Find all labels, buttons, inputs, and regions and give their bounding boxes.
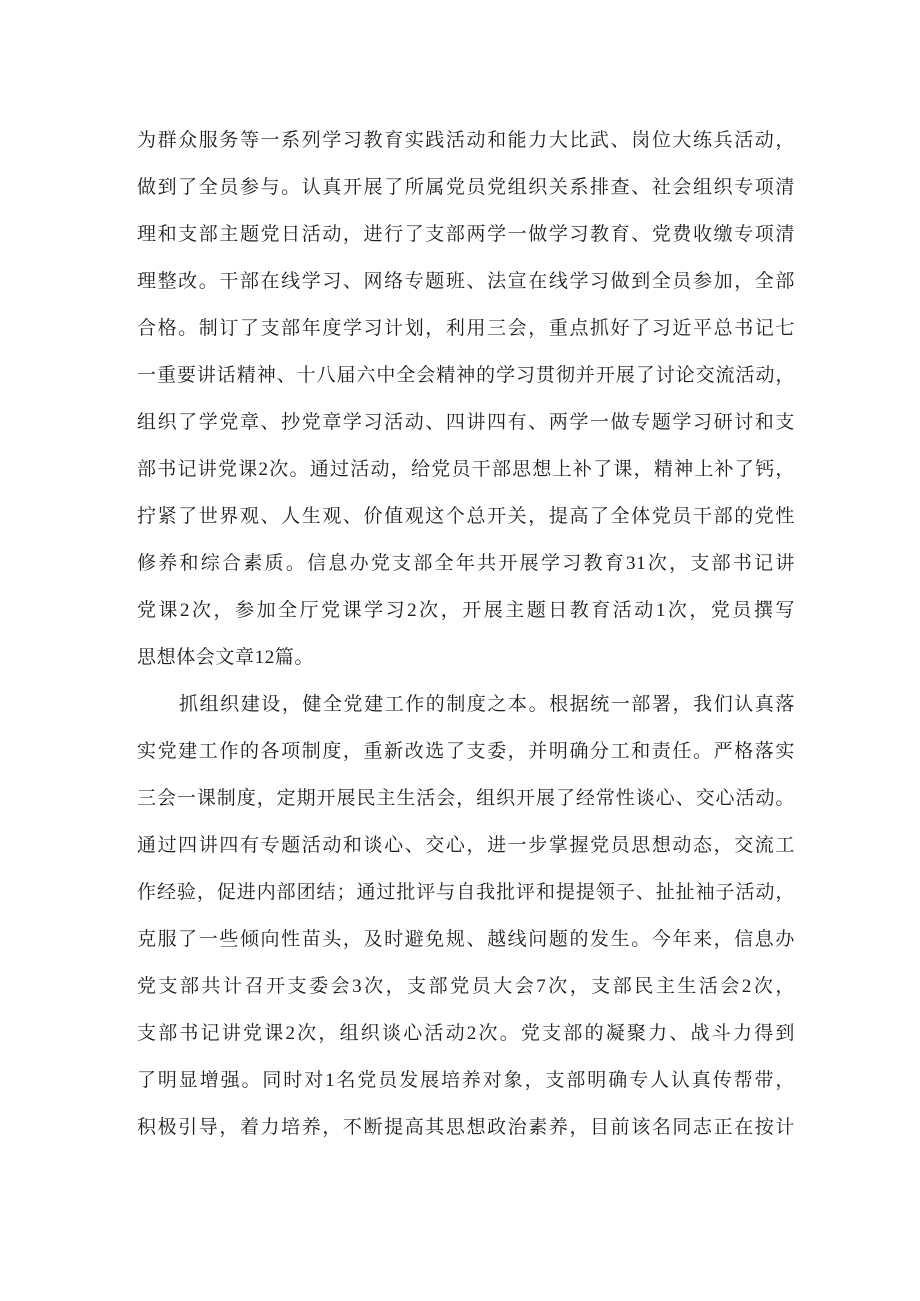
text-line: 三会一课制度，定期开展民主生活会，组织开展了经常性谈心、交心活动。 (137, 788, 795, 809)
text-line: 做到了全员参与。认真开展了所属党员党组织关系排查、社会组织专项清 (137, 177, 795, 198)
text-line: 思想体会文章12篇。 (137, 647, 315, 668)
text-line: 修养和综合素质。信息办党支部全年共开展学习教育31次，支部书记讲 (137, 553, 795, 574)
text-line: 抓组织建设，健全党建工作的制度之本。根据统一部署，我们认真落 (179, 694, 795, 715)
document-body (137, 117, 795, 1151)
text-line: 党课2次，参加全厅党课学习2次，开展主题日教育活动1次，党员撰写 (137, 600, 795, 621)
text-line: 通过四讲四有专题活动和谈心、交心，进一步掌握党员思想动态，交流工 (137, 835, 795, 856)
text-line: 拧紧了世界观、人生观、价值观这个总开关，提高了全体党员干部的党性 (137, 506, 795, 527)
text-line: 一重要讲话精神、十八届六中全会精神的学习贯彻并开展了讨论交流活动， (137, 365, 795, 386)
text-line: 理和支部主题党日活动，进行了支部两学一做学习教育、党费收缴专项清 (137, 224, 795, 245)
text-line: 理整改。干部在线学习、网络专题班、法宣在线学习做到全员参加，全部 (137, 271, 795, 292)
text-line: 为群众服务等一系列学习教育实践活动和能力大比武、岗位大练兵活动， (137, 130, 795, 151)
text-line: 组织了学党章、抄党章学习活动、四讲四有、两学一做专题学习研讨和支 (137, 412, 795, 433)
text-line: 积极引导，着力培养，不断提高其思想政治素养，目前该名同志正在按计 (137, 1117, 795, 1138)
text-line: 部书记讲党课2次。通过活动，给党员干部思想上补了课，精神上补了钙， (137, 459, 795, 480)
text-line: 作经验，促进内部团结；通过批评与自我批评和提提领子、扯扯袖子活动， (137, 882, 795, 903)
text-line: 合格。制订了支部年度学习计划，利用三会，重点抓好了习近平总书记七 (137, 318, 795, 339)
paragraph (137, 681, 795, 1151)
text-line: 实党建工作的各项制度，重新改选了支委，并明确分工和责任。严格落实 (137, 741, 795, 762)
text-line: 党支部共计召开支委会3次，支部党员大会7次，支部民主生活会2次， (137, 976, 795, 997)
text-line: 了明显增强。同时对1名党员发展培养对象，支部明确专人认真传帮带， (137, 1070, 795, 1091)
paragraph (137, 117, 795, 681)
text-line: 支部书记讲党课2次，组织谈心活动2次。党支部的凝聚力、战斗力得到 (137, 1023, 795, 1044)
text-line: 克服了一些倾向性苗头，及时避免规、越线问题的发生。今年来，信息办 (137, 929, 795, 950)
